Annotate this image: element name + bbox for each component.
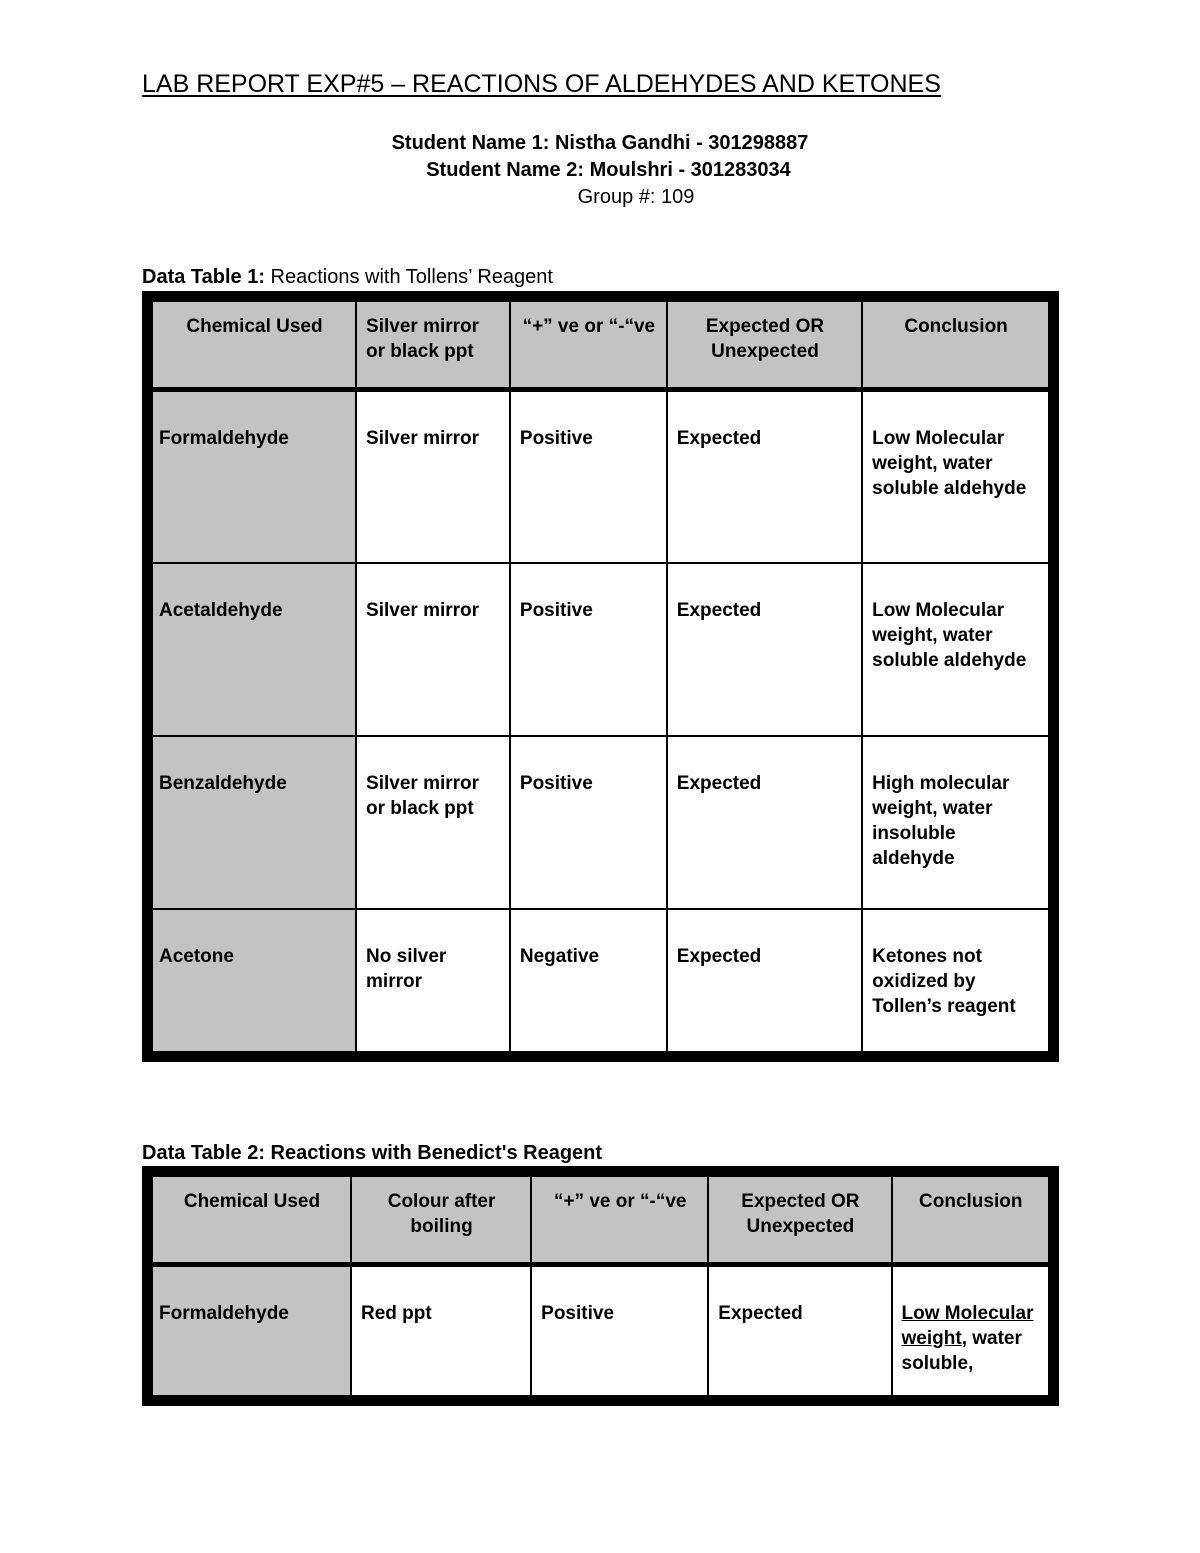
group-value: 109 bbox=[661, 186, 695, 208]
table1-caption bbox=[142, 266, 553, 289]
result-cell: Silver mirror bbox=[356, 390, 510, 563]
table2-header-colour: Colour after boiling bbox=[351, 1172, 531, 1265]
result-cell: No silver mirror bbox=[356, 909, 510, 1056]
table1-header-chemical: Chemical Used bbox=[148, 297, 357, 390]
conclusion-underlined-text: Low Molecular weight bbox=[901, 1303, 1034, 1349]
expected-cell: Expected bbox=[667, 736, 862, 909]
table2-caption bbox=[142, 1142, 602, 1165]
expected-cell: Expected bbox=[667, 563, 862, 736]
table-row bbox=[148, 1265, 1054, 1401]
table2-header-expected: Expected OR Unexpected bbox=[708, 1172, 891, 1265]
colour-cell: Red ppt bbox=[351, 1265, 531, 1401]
tollens-data-table bbox=[142, 291, 1059, 1062]
table-row bbox=[148, 563, 1054, 736]
table2-header-row bbox=[148, 1172, 1054, 1265]
table-row bbox=[148, 736, 1054, 909]
sign-cell: Positive bbox=[510, 563, 667, 736]
sign-cell: Positive bbox=[510, 736, 667, 909]
sign-cell: Positive bbox=[510, 390, 667, 563]
sign-cell: Positive bbox=[531, 1265, 708, 1401]
conclusion-cell: Low Molecular weight, water soluble aldehyde bbox=[862, 390, 1053, 563]
table-row bbox=[148, 909, 1054, 1056]
table2-header-chemical: Chemical Used bbox=[148, 1172, 351, 1265]
table2-header-conclusion: Conclusion bbox=[892, 1172, 1054, 1265]
table2-caption-title: Reactions with Benedict's Reagent bbox=[265, 1142, 603, 1164]
expected-cell: Expected bbox=[667, 390, 862, 563]
result-cell: Silver mirror or black ppt bbox=[356, 736, 510, 909]
chemical-cell: Formaldehyde bbox=[148, 1265, 351, 1401]
conclusion-cell: Low Molecular weight, water soluble aldehyde bbox=[862, 563, 1053, 736]
table1-header-row bbox=[148, 297, 1054, 390]
chemical-cell: Acetaldehyde bbox=[148, 563, 357, 736]
table2-header-sign: “+” ve or “-“ve bbox=[531, 1172, 708, 1265]
result-cell: Silver mirror bbox=[356, 563, 510, 736]
student-name-2: Student Name 2: Moulshri - 301283034 bbox=[426, 159, 791, 181]
conclusion-cell bbox=[892, 1265, 1054, 1401]
group-number bbox=[0, 184, 1200, 211]
table1-header-conclusion: Conclusion bbox=[862, 297, 1053, 390]
conclusion-rest-text: , water soluble, bbox=[901, 1328, 1022, 1374]
expected-cell: Expected bbox=[708, 1265, 891, 1401]
sign-cell: Negative bbox=[510, 909, 667, 1056]
conclusion-cell: High molecular weight, water insoluble aldehyde bbox=[862, 736, 1053, 909]
expected-cell: Expected bbox=[667, 909, 862, 1056]
table1-header-sign: “+” ve or “-“ve bbox=[510, 297, 667, 390]
conclusion-cell: Ketones not oxidized by Tollen’s reagent bbox=[862, 909, 1053, 1056]
page-title: LAB REPORT EXP#5 – REACTIONS OF ALDEHYDES AND KETONES bbox=[142, 70, 941, 98]
benedicts-data-table bbox=[142, 1166, 1059, 1406]
student-info bbox=[0, 130, 1200, 211]
table1-header-expected: Expected OR Unexpected bbox=[667, 297, 862, 390]
chemical-cell: Acetone bbox=[148, 909, 357, 1056]
table1-header-result: Silver mirror or black ppt bbox=[356, 297, 510, 390]
table1-caption-title: Reactions with Tollens’ Reagent bbox=[265, 266, 553, 288]
table2-caption-label: Data Table 2: bbox=[142, 1142, 265, 1164]
table-row bbox=[148, 390, 1054, 563]
student-name-1: Student Name 1: Nistha Gandhi - 301298887 bbox=[391, 132, 809, 154]
table1-caption-label: Data Table 1: bbox=[142, 266, 265, 288]
group-label: Group #: bbox=[577, 186, 661, 208]
chemical-cell: Formaldehyde bbox=[148, 390, 357, 563]
chemical-cell: Benzaldehyde bbox=[148, 736, 357, 909]
